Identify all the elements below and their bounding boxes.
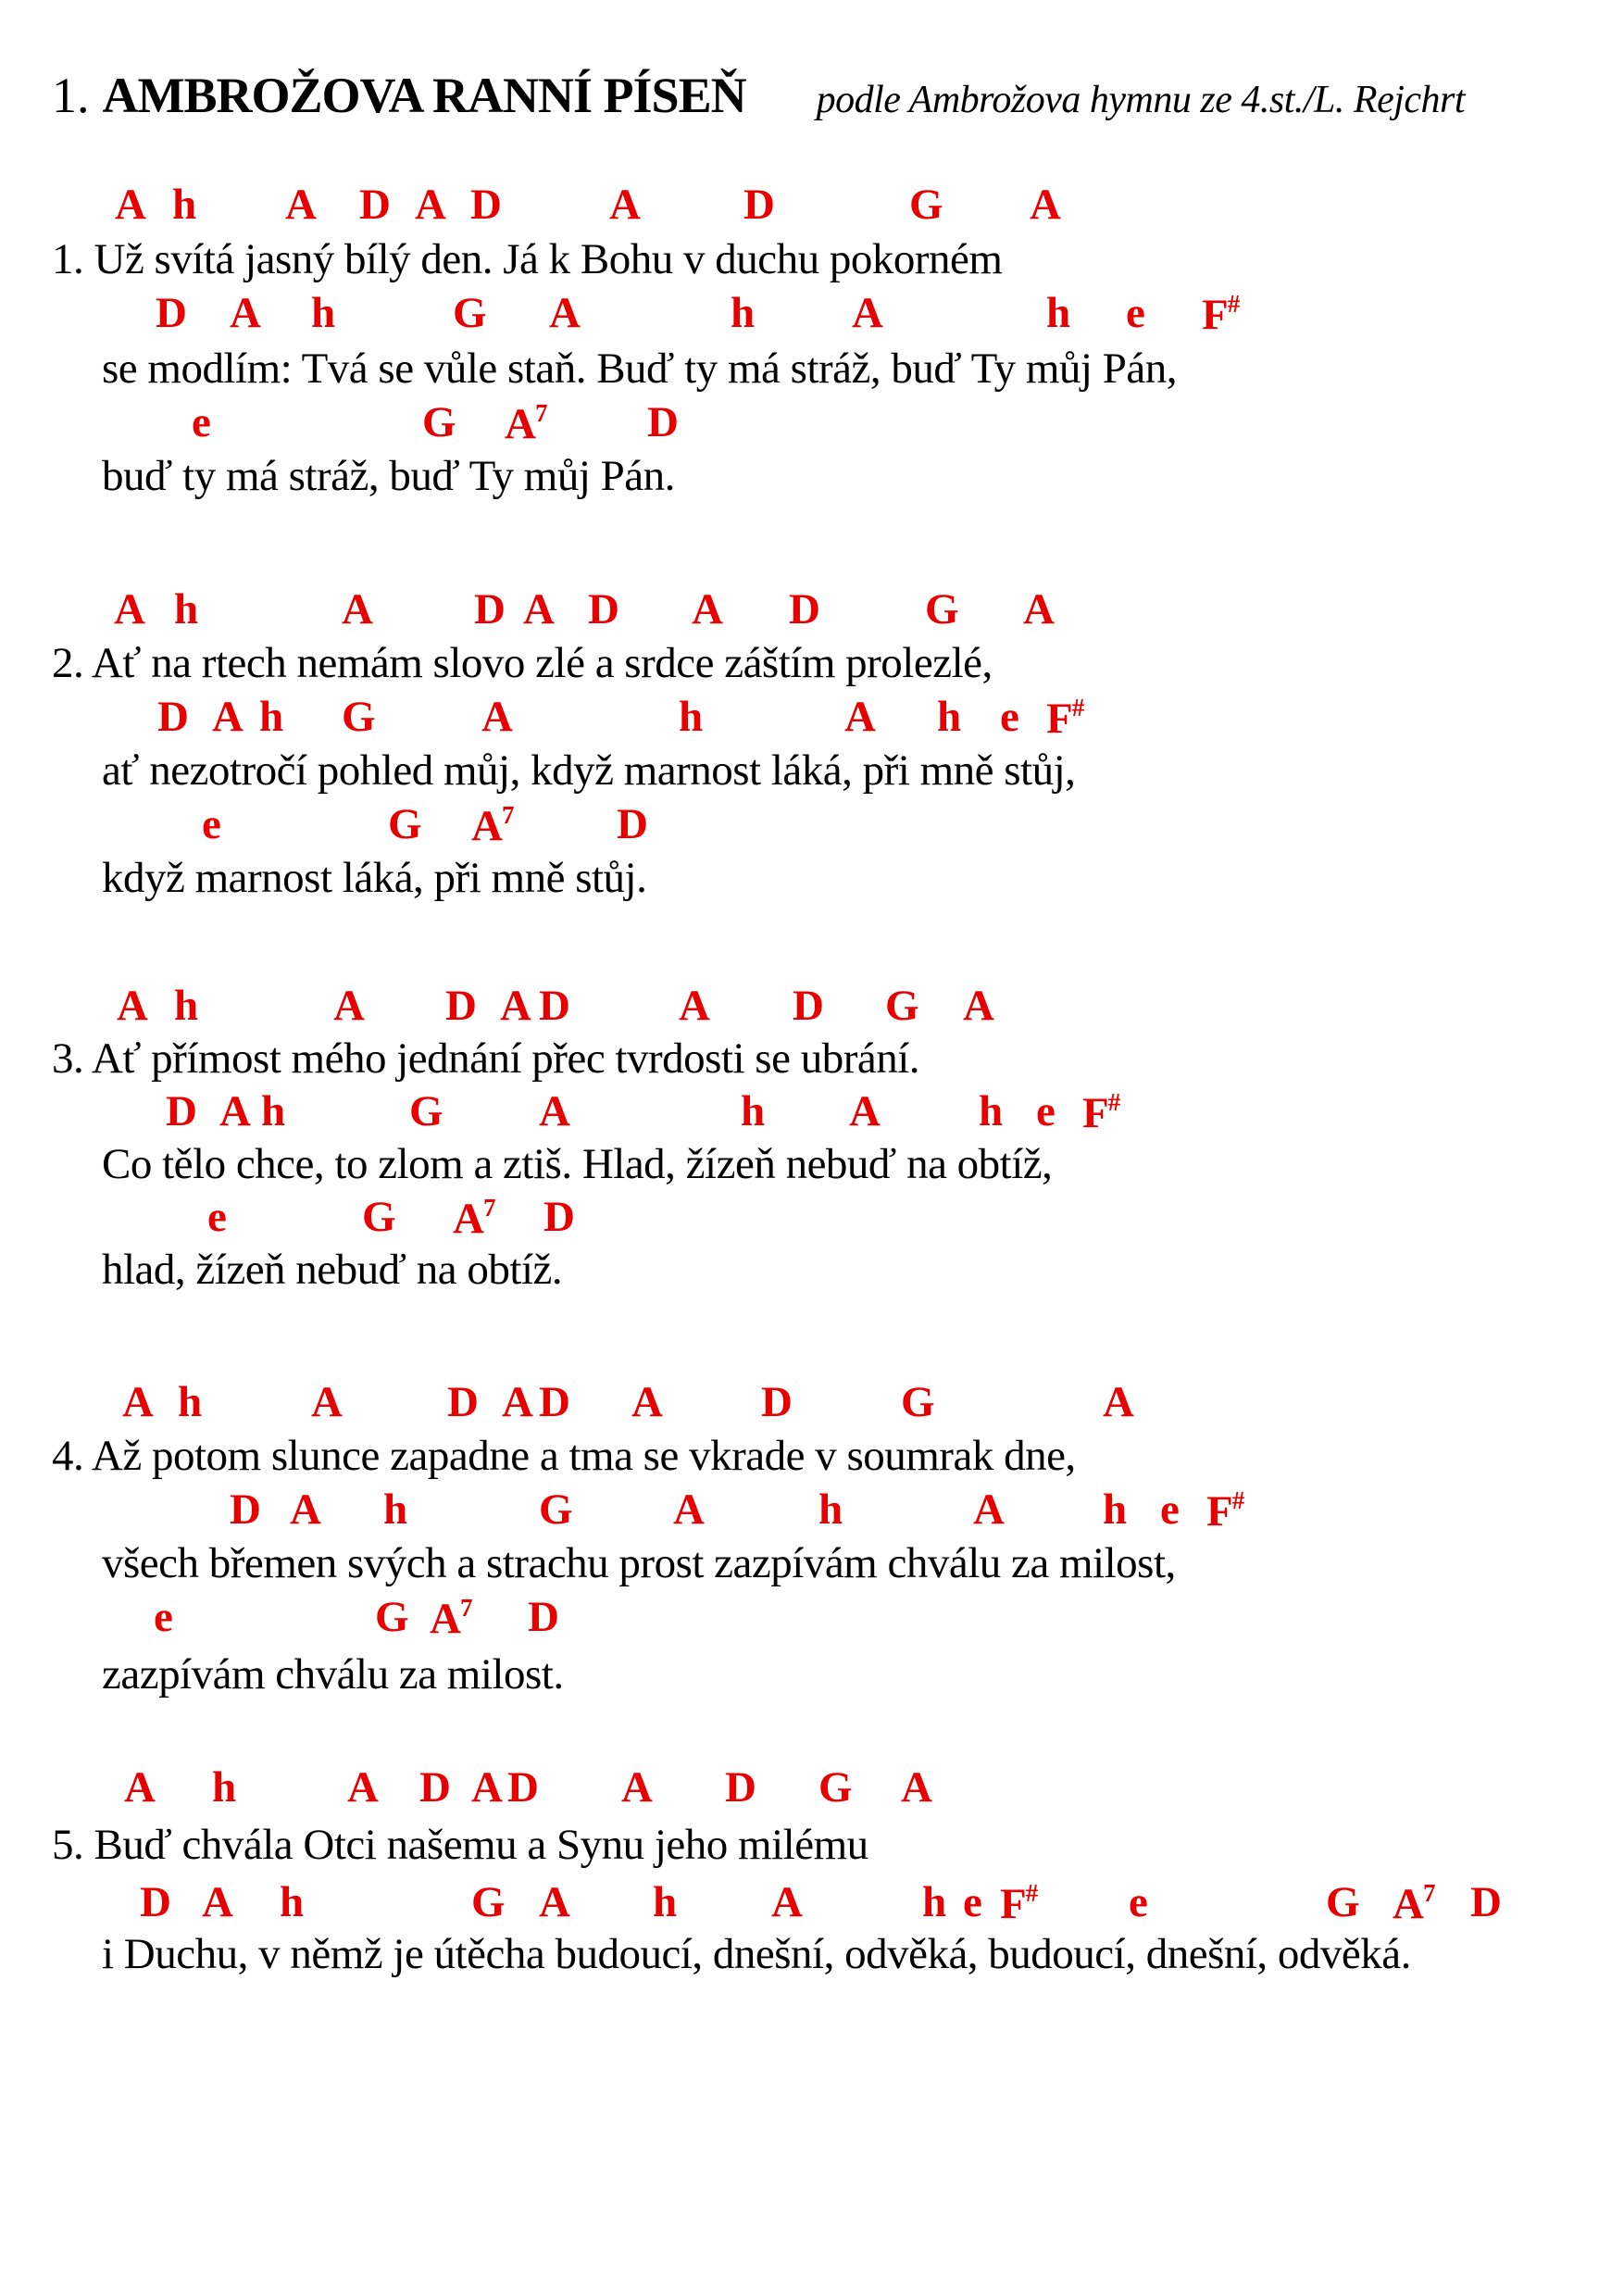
chord-superscript: 7 xyxy=(534,399,548,427)
chord-symbol-A: A xyxy=(342,585,372,633)
chord-symbol-A: A xyxy=(114,585,144,633)
chord-superscript: # xyxy=(1227,290,1241,318)
chord-symbol-h: h xyxy=(311,289,335,337)
chord-line xyxy=(0,289,1624,339)
chord-symbol-A: A xyxy=(609,181,640,229)
chord-symbol-D: D xyxy=(359,181,390,229)
chord-symbol-A7: $A^7$ xyxy=(471,801,515,850)
chord-superscript: 7 xyxy=(501,801,515,829)
chord-line xyxy=(0,585,1624,634)
chord-symbol-A: A xyxy=(1023,585,1054,633)
chord-symbol-F#: F# xyxy=(1082,1088,1121,1137)
chord-symbol-G: G xyxy=(1326,1878,1359,1926)
lyric-line: Co tělo chce, to zlom a ztiš. Hlad, žízeň nebuď na obtíž, xyxy=(102,1140,1053,1188)
lyric-line: 1. Už svítá jasný bílý den. Já k Bohu v duchu pokorném xyxy=(52,235,1003,283)
chord-symbol-D: D xyxy=(761,1378,792,1426)
chord-symbol-h: h xyxy=(922,1878,946,1926)
chord-symbol-A: A xyxy=(202,1878,232,1926)
chord-symbol-A: A xyxy=(963,982,993,1030)
chord-superscript: 7 xyxy=(482,1194,496,1222)
chord-symbol-A: A xyxy=(285,181,316,229)
chord-line xyxy=(0,1485,1624,1536)
chord-symbol-h: h xyxy=(937,693,961,741)
chord-superscript: # xyxy=(1071,694,1085,721)
chord-symbol-A: A xyxy=(124,1763,155,1811)
chord-symbol-A: A xyxy=(771,1878,802,1926)
chord-line xyxy=(0,1378,1624,1427)
chord-symbol-A: A xyxy=(122,1378,153,1426)
chord-symbol-A: A xyxy=(415,181,445,229)
chord-symbol-e: e xyxy=(1160,1485,1179,1534)
chord-symbol-D: D xyxy=(470,181,501,229)
chord-line xyxy=(0,183,1624,230)
chord-symbol-G: G xyxy=(342,693,375,741)
lyric-line: hlad, žízeň nebuď na obtíž. xyxy=(102,1246,563,1294)
chord-symbol-D: D xyxy=(588,585,618,633)
chord-symbol-A: A xyxy=(333,982,364,1030)
lyric-line: se modlím: Tvá se vůle staň. Buď ty má stráž, buď Ty můj Pán, xyxy=(102,345,1177,393)
chord-symbol-e: e xyxy=(1036,1087,1055,1135)
chord-symbol-G: G xyxy=(885,982,918,1030)
song-header xyxy=(52,68,1466,123)
chord-superscript: 7 xyxy=(1422,1879,1436,1907)
chord-symbol-G: G xyxy=(925,585,958,633)
chord-symbol-A: A xyxy=(631,1378,662,1426)
chord-symbol-D: D xyxy=(725,1763,756,1811)
lyric-line: buď ty má stráž, buď Ty můj Pán. xyxy=(102,452,675,500)
chord-symbol-e: e xyxy=(207,1193,226,1241)
song-subtitle: podle Ambrožova hymnu ze 4.st./L. Rejchrt xyxy=(816,79,1466,121)
chord-line xyxy=(0,1763,1624,1812)
chord-symbol-G: G xyxy=(409,1087,443,1135)
chord-symbol-A: A xyxy=(502,1378,532,1426)
chord-symbol-D: D xyxy=(539,982,569,1030)
chord-symbol-h: h xyxy=(259,693,283,741)
chord-symbol-A: A xyxy=(844,693,875,741)
chord-symbol-e: e xyxy=(154,1593,172,1641)
chord-symbol-G: G xyxy=(471,1878,505,1926)
chord-symbol-G: G xyxy=(539,1485,572,1534)
chord-symbol-A: A xyxy=(117,982,147,1030)
lyric-line: zazpívám chválu za milost. xyxy=(102,1650,564,1699)
chord-line xyxy=(0,800,1624,850)
chord-symbol-A7: $A^7$ xyxy=(430,1594,473,1643)
chord-symbol-D: D xyxy=(1470,1878,1501,1926)
chord-symbol-h: h xyxy=(212,1763,236,1811)
chord-symbol-G: G xyxy=(818,1763,852,1811)
chord-symbol-G: G xyxy=(453,289,486,337)
chord-symbol-F#: F# xyxy=(1000,1879,1039,1928)
chord-symbol-G: G xyxy=(422,398,456,446)
chord-symbol-D: D xyxy=(539,1378,569,1426)
chord-symbol-A: A xyxy=(539,1087,569,1135)
chord-symbol-D: D xyxy=(647,398,678,446)
chord-symbol-A: A xyxy=(679,982,709,1030)
chord-line xyxy=(0,693,1624,743)
chord-symbol-D: D xyxy=(447,1378,478,1426)
chord-symbol-e: e xyxy=(1129,1878,1147,1926)
chord-symbol-F#: F# xyxy=(1046,694,1085,743)
chord-superscript: # xyxy=(1025,1879,1039,1907)
chord-symbol-A: A xyxy=(290,1485,320,1534)
lyric-line: 4. Až potom slunce zapadne a tma se vkrade v soumrak dne, xyxy=(52,1432,1076,1480)
chord-line xyxy=(0,1087,1624,1137)
chord-symbol-h: h xyxy=(383,1485,407,1534)
chord-symbol-D: D xyxy=(743,181,774,229)
chord-symbol-D: D xyxy=(445,982,476,1030)
chord-symbol-F#: F# xyxy=(1202,290,1241,339)
chord-symbol-D: D xyxy=(140,1878,170,1926)
lyric-line: i Duchu, v němž je útěcha budoucí, dnešní, odvěká, budoucí, dnešní, odvěká. xyxy=(102,1930,1411,1978)
chord-superscript: # xyxy=(1107,1088,1121,1116)
chord-symbol-h: h xyxy=(1046,289,1070,337)
chord-symbol-h: h xyxy=(741,1087,765,1135)
chord-symbol-G: G xyxy=(909,181,943,229)
page-title: AMBROŽOVA RANNÍ PÍSEŇ xyxy=(102,68,746,123)
chord-symbol-A: A xyxy=(549,289,580,337)
chord-symbol-A7: $A^7$ xyxy=(505,399,548,448)
chord-symbol-A: A xyxy=(973,1485,1004,1534)
chord-line xyxy=(0,984,1624,1031)
lyric-line: 5. Buď chvála Otci našemu a Synu jeho milému xyxy=(52,1821,868,1869)
chord-symbol-h: h xyxy=(261,1087,285,1135)
lyric-line: 2. Ať na rtech nemám slovo zlé a srdce záštím prolezlé, xyxy=(52,639,993,687)
chord-symbol-A: A xyxy=(539,1878,569,1926)
chord-line xyxy=(0,1193,1624,1243)
chord-symbol-G: G xyxy=(375,1593,408,1641)
chord-superscript: # xyxy=(1231,1486,1245,1514)
chord-symbol-h: h xyxy=(731,289,755,337)
chord-symbol-h: h xyxy=(979,1087,1003,1135)
chord-line xyxy=(0,1593,1624,1643)
chord-symbol-A: A xyxy=(621,1763,652,1811)
chord-symbol-F#: F# xyxy=(1206,1486,1245,1536)
chord-symbol-A: A xyxy=(1030,181,1060,229)
chord-symbol-A: A xyxy=(230,289,260,337)
chord-symbol-A: A xyxy=(523,585,554,633)
chord-symbol-e: e xyxy=(192,398,210,446)
chord-symbol-h: h xyxy=(653,1878,677,1926)
chord-line xyxy=(0,1878,1624,1928)
chord-symbol-D: D xyxy=(157,693,188,741)
lyric-line: 3. Ať přímost mého jednání přec tvrdosti se ubrání. xyxy=(52,1034,920,1083)
chord-symbol-h: h xyxy=(818,1485,843,1534)
chord-symbol-D: D xyxy=(793,982,823,1030)
chord-symbol-A: A xyxy=(1103,1378,1133,1426)
chord-symbol-A7: $A^7$ xyxy=(1393,1879,1436,1928)
chord-symbol-h: h xyxy=(1103,1485,1127,1534)
chord-symbol-A: A xyxy=(471,1763,502,1811)
chord-symbol-A: A xyxy=(212,693,243,741)
chord-symbol-A: A xyxy=(901,1763,931,1811)
chord-symbol-D: D xyxy=(543,1193,574,1241)
chord-symbol-h: h xyxy=(174,982,198,1030)
chord-symbol-G: G xyxy=(362,1193,395,1241)
chord-symbol-D: D xyxy=(789,585,819,633)
chord-symbol-h: h xyxy=(178,1378,202,1426)
chord-symbol-A: A xyxy=(347,1763,378,1811)
chord-symbol-h: h xyxy=(174,585,198,633)
chord-symbol-h: h xyxy=(172,181,196,229)
chord-symbol-A: A xyxy=(311,1378,342,1426)
chord-symbol-D: D xyxy=(528,1593,558,1641)
chord-symbol-D: D xyxy=(507,1763,538,1811)
chord-symbol-A: A xyxy=(115,181,145,229)
chord-symbol-A: A xyxy=(500,982,531,1030)
chord-superscript: 7 xyxy=(459,1594,473,1622)
chord-line xyxy=(0,398,1624,448)
chord-symbol-A: A xyxy=(673,1485,704,1534)
chord-symbol-A: A xyxy=(481,693,512,741)
chord-symbol-e: e xyxy=(1000,693,1018,741)
chord-symbol-D: D xyxy=(156,289,186,337)
chord-symbol-h: h xyxy=(679,693,703,741)
chord-symbol-A: A xyxy=(852,289,882,337)
chord-symbol-A: A xyxy=(849,1087,880,1135)
chord-symbol-e: e xyxy=(1126,289,1144,337)
chord-symbol-h: h xyxy=(280,1878,304,1926)
chord-symbol-D: D xyxy=(617,800,647,848)
lyric-line: všech břemen svých a strachu prost zazpívám chválu za milost, xyxy=(102,1539,1176,1587)
lyric-line: ať nezotročí pohled můj, když marnost láká, při mně stůj, xyxy=(102,746,1076,795)
song-number: 1. xyxy=(52,68,90,123)
chord-symbol-D: D xyxy=(166,1087,196,1135)
chord-symbol-e: e xyxy=(202,800,220,848)
chord-symbol-A7: $A^7$ xyxy=(453,1194,496,1243)
chord-symbol-G: G xyxy=(901,1378,934,1426)
lyric-line: když marnost láká, při mně stůj. xyxy=(102,854,647,902)
chord-symbol-G: G xyxy=(388,800,421,848)
chord-symbol-D: D xyxy=(474,585,505,633)
chord-symbol-D: D xyxy=(230,1485,260,1534)
chord-symbol-A: A xyxy=(219,1087,250,1135)
chord-symbol-e: e xyxy=(963,1878,981,1926)
chord-symbol-D: D xyxy=(419,1763,450,1811)
chord-symbol-A: A xyxy=(692,585,722,633)
